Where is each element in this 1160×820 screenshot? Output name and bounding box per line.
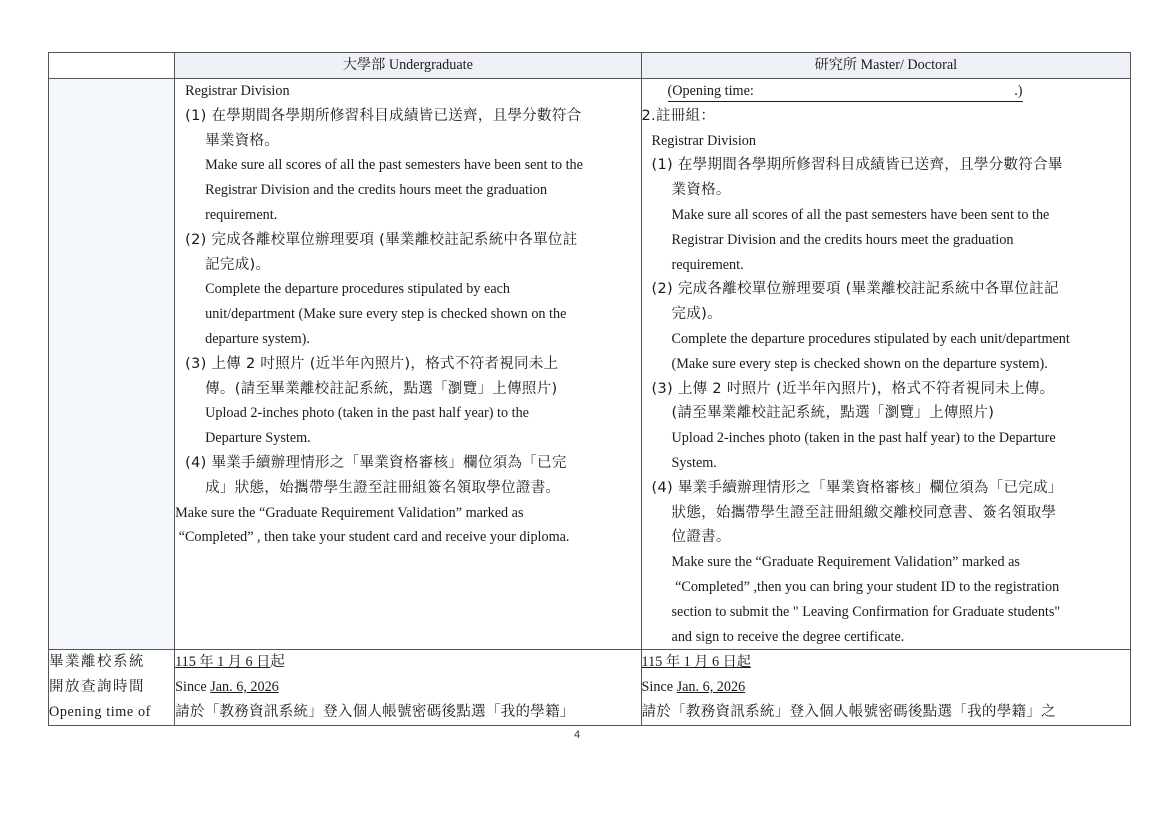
- gr-item-4-zh: (4) 畢業手續辦理情形之「畢業資格審核」欄位須為「已完成」: [651, 479, 1063, 496]
- opening-label-line: Opening time of: [49, 703, 151, 720]
- opening-time-row: [49, 650, 1131, 725]
- gr-item-3-en: Upload 2-inches photo (taken in the past half year) to the Departure: [671, 430, 1056, 447]
- ug-item-2-zh: 記完成)。: [205, 256, 271, 273]
- gr-item-2-zh: (2) 完成各離校單位辦理要項 (畢業離校註記系統中各單位註記: [651, 281, 1059, 298]
- graduation-procedure-table: [48, 52, 1131, 726]
- ug-item-2-zh: (2) 完成各離校單位辦理要項 (畢業離校註記系統中各單位註: [185, 231, 578, 248]
- gr-item-2-zh: 完成)。: [671, 306, 722, 323]
- row-label-cell: [49, 79, 175, 650]
- ug-item-2-en: departure system).: [205, 330, 310, 347]
- gr-item-1-en: Registrar Division and the credits hours meet the graduation: [671, 231, 1014, 248]
- ug-item-3-en: Departure System.: [205, 430, 311, 447]
- header-label-cell: [49, 53, 175, 79]
- opening-label-line: 畢業離校系統: [49, 654, 145, 671]
- ug-item-1-zh: 畢業資格。: [205, 132, 280, 149]
- page-number: 4: [574, 729, 581, 741]
- ug-item-2-en: unit/department (Make sure every step is checked shown on the: [205, 306, 567, 323]
- ug-date-zh-suffix: 起: [270, 654, 286, 671]
- ug-item-3-zh: (3) 上傳 2 吋照片 (近半年內照片)，格式不符者視同未上: [185, 355, 559, 372]
- gr-item-4-en: and sign to receive the degree certificate.: [671, 628, 905, 645]
- ug-since-prefix: Since: [175, 679, 211, 696]
- ug-heading: Registrar Division: [185, 83, 290, 99]
- gr-item-1-zh: (1) 在學期間各學期所修習科目成績皆已送齊，且學分數符合畢: [651, 157, 1063, 174]
- registrar-row: [49, 79, 1131, 650]
- gr-item-3-en: System.: [671, 454, 717, 471]
- ug-instruction: 請於「教務資訊系統」登入個人帳號密碼後點選「我的學籍」: [175, 703, 575, 720]
- opening-time-label-cell: [49, 650, 175, 725]
- gr-opening-time-cell: [641, 650, 1130, 725]
- ug-date-en: Jan. 6, 2026: [210, 679, 279, 696]
- header-undergraduate: 大學部 Undergraduate: [175, 53, 641, 79]
- gr-item-1-en: requirement.: [671, 256, 744, 273]
- ug-item-1-en: Registrar Division and the credits hours meet the graduation: [205, 182, 548, 199]
- header-graduate: 研究所 Master/ Doctoral: [641, 53, 1130, 79]
- header-row: [49, 53, 1131, 79]
- gr-item-1-zh: 業資格。: [671, 182, 731, 199]
- opening-time-suffix: .): [1014, 83, 1023, 99]
- gr-item-4-en: “Completed” ,then you can bring your student ID to the registration: [671, 578, 1060, 595]
- ug-item-4-en: “Completed” , then take your student card and receive your diploma.: [175, 529, 570, 546]
- ug-item-1-en: Make sure all scores of all the past semesters have been sent to the: [205, 157, 583, 174]
- ug-item-4-en: Make sure the “Graduate Requirement Validation” marked as: [175, 504, 524, 521]
- ug-date-zh: 115 年 1 月 6 日: [175, 654, 271, 671]
- ug-item-4-zh: (4) 畢業手續辦理情形之「畢業資格審核」欄位須為「已完: [185, 454, 567, 471]
- opening-time-prefix: (Opening time:: [667, 83, 754, 99]
- ug-item-4-zh: 成」狀態，始攜帶學生證至註冊組簽名領取學位證書。: [205, 479, 561, 496]
- ug-item-1-en: requirement.: [205, 206, 278, 223]
- opening-time-blank: [642, 79, 1130, 104]
- opening-label-line: 開放查詢時間: [49, 679, 145, 696]
- graduate-registrar-cell: [641, 79, 1130, 650]
- gr-item-4-zh: 狀態，始攜帶學生證至註冊組繳交離校同意書、簽名領取學: [671, 504, 1057, 521]
- ug-item-2-en: Complete the departure procedures stipulated by each: [205, 281, 511, 298]
- gr-item-4-zh: 位證書。: [671, 529, 731, 546]
- gr-item-4-en: section to submit the " Leaving Confirmation for Graduate students": [671, 603, 1061, 620]
- undergraduate-registrar-cell: [175, 79, 641, 650]
- gr-date-zh: 115 年 1 月 6 日起: [641, 654, 751, 671]
- gr-since-prefix: Since: [641, 679, 677, 696]
- opening-time-underline: [668, 81, 1023, 102]
- gr-item-3-zh: (請至畢業離校註記系統，點選「瀏覽」上傳照片): [671, 405, 995, 422]
- ug-item-3-zh: 傳。(請至畢業離校註記系統，點選「瀏覽」上傳照片): [205, 380, 558, 397]
- ug-item-1-zh: (1) 在學期間各學期所修習科目成績皆已送齊，且學分數符合: [185, 107, 582, 124]
- ug-item-3-en: Upload 2-inches photo (taken in the past half year) to the: [205, 405, 529, 422]
- gr-item-2-en: (Make sure every step is checked shown on the departure system).: [671, 355, 1048, 372]
- ug-opening-time-cell: [175, 650, 641, 725]
- gr-item-1-en: Make sure all scores of all the past semesters have been sent to the: [671, 206, 1050, 223]
- gr-unit-title: 2.註冊組：: [641, 107, 716, 124]
- gr-item-3-zh: (3) 上傳 2 吋照片 (近半年內照片)，格式不符者視同未上傳。: [651, 380, 1055, 397]
- gr-item-4-en: Make sure the “Graduate Requirement Validation” marked as: [671, 554, 1020, 571]
- gr-item-2-en: Complete the departure procedures stipulated by each unit/department: [671, 330, 1070, 347]
- gr-date-en: Jan. 6, 2026: [676, 679, 746, 696]
- gr-heading: Registrar Division: [651, 132, 756, 149]
- gr-instruction: 請於「教務資訊系統」登入個人帳號密碼後點選「我的學籍」之: [641, 703, 1056, 720]
